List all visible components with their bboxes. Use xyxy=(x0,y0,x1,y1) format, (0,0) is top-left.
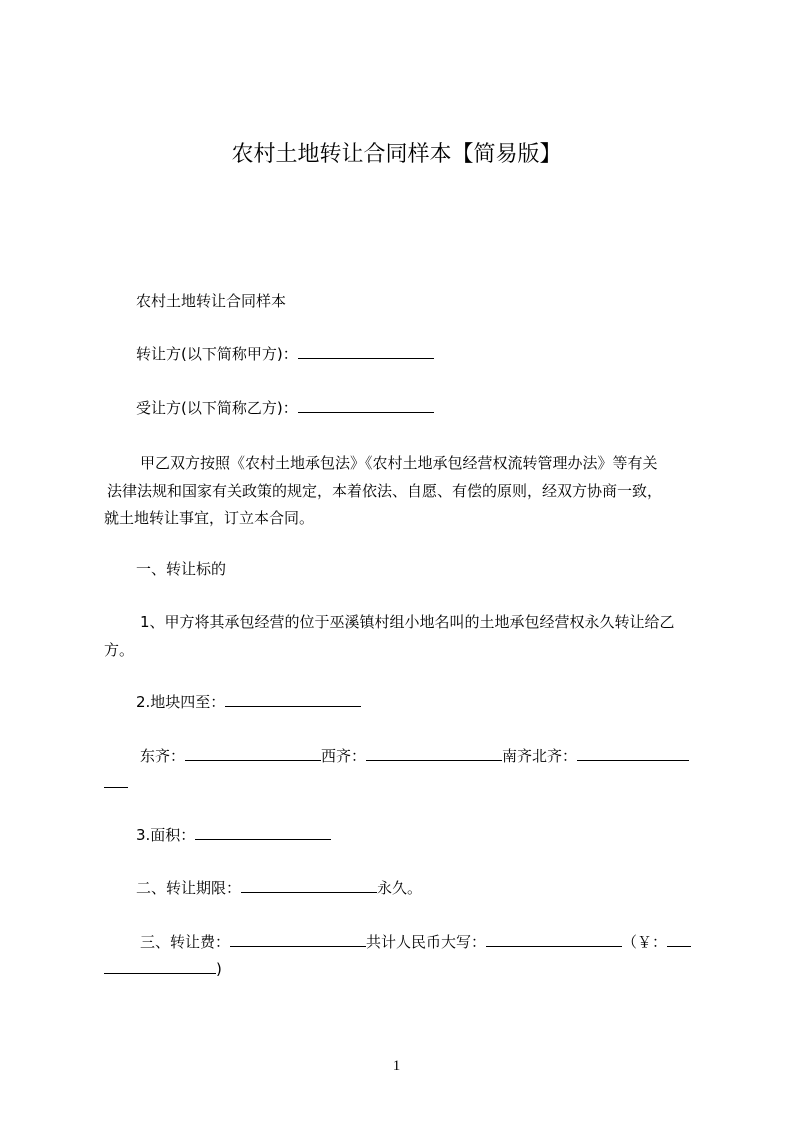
total-rmb-label: 共计人民币大写： xyxy=(366,933,487,951)
contract-subtitle: 农村土地转让合同样本 xyxy=(136,292,287,310)
transfer-fee-blank[interactable] xyxy=(230,932,366,947)
close-paren: ) xyxy=(216,960,222,978)
party-b-line xyxy=(136,397,434,419)
page-number: 1 xyxy=(392,1058,401,1074)
west-label: 西齐： xyxy=(321,747,367,765)
section1-heading: 一、转让标的 xyxy=(136,560,227,578)
section2-suffix: 永久。 xyxy=(377,879,423,897)
clause3-line xyxy=(136,824,331,846)
land-boundaries-blank[interactable] xyxy=(225,692,361,707)
clause1-line-1: 1、甲方将其承包经营的位于巫溪镇村组小地名叫的土地承包经营权永久转让给乙 xyxy=(140,613,675,631)
section3-continuation xyxy=(104,958,222,980)
party-b-label: 受让方(以下简称乙方)： xyxy=(136,399,298,417)
yen-amount-blank[interactable] xyxy=(667,932,691,947)
clause2-label: 2.地块四至： xyxy=(136,693,226,711)
term-blank[interactable] xyxy=(241,878,377,893)
document-title: 农村土地转让合同样本【简易版】 xyxy=(231,142,562,167)
total-rmb-blank[interactable] xyxy=(486,932,622,947)
south-north-blank-continued[interactable] xyxy=(104,773,128,788)
party-b-blank[interactable] xyxy=(298,398,434,413)
boundaries-continuation xyxy=(104,772,128,794)
east-label: 东齐： xyxy=(140,747,186,765)
intro-line-1: 甲乙双方按照《农村土地承包法》《农村土地承包经营权流转管理办法》等有关 xyxy=(140,454,658,472)
intro-line-2: 法律法规和国家有关政策的规定，本着依法、自愿、有偿的原则，经双方协商一致， xyxy=(107,482,663,500)
section3-label: 三、转让费： xyxy=(140,933,231,951)
clause3-label: 3.面积： xyxy=(136,826,196,844)
south-north-label: 南齐北齐： xyxy=(502,747,578,765)
party-a-blank[interactable] xyxy=(298,344,434,359)
west-blank[interactable] xyxy=(366,746,502,761)
intro-line-3: 就土地转让事宜，订立本合同。 xyxy=(104,509,315,527)
section3-line xyxy=(140,931,691,953)
party-a-label: 转让方(以下简称甲方)： xyxy=(136,345,298,363)
section2-line xyxy=(136,877,422,899)
south-north-blank[interactable] xyxy=(577,746,689,761)
yen-amount-blank-continued[interactable] xyxy=(104,959,216,974)
clause1-line-2: 方。 xyxy=(104,641,135,659)
clause2-line xyxy=(136,691,361,713)
section2-label: 二、转让期限： xyxy=(136,879,242,897)
yen-open: （￥： xyxy=(622,933,668,951)
boundaries-line xyxy=(140,745,689,767)
area-blank[interactable] xyxy=(195,825,331,840)
party-a-line xyxy=(136,343,434,365)
east-blank[interactable] xyxy=(185,746,321,761)
